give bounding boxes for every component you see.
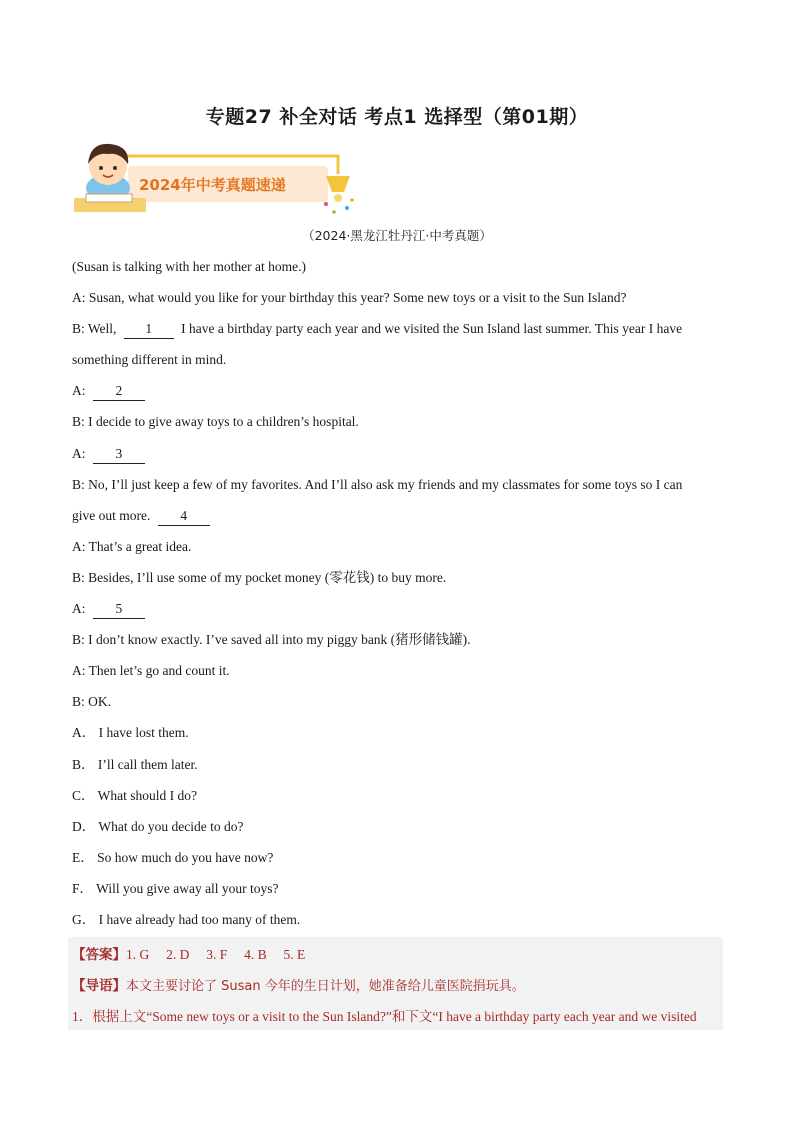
option-f: F． Will you give away all your toys?: [72, 880, 279, 896]
dialogue-line: A: That’s a great idea.: [72, 538, 192, 554]
dialogue-text: A:: [72, 445, 86, 461]
dialogue-line: B: I decide to give away toys to a children’s hospital.: [72, 414, 359, 430]
dialogue-line: [72, 379, 722, 410]
blank-1[interactable]: 1: [124, 320, 174, 339]
dialogue-text: B: Well,: [72, 321, 117, 337]
option-g: G． I have already had too many of them.: [72, 911, 301, 927]
dialogue-section: [72, 255, 722, 939]
dialogue-line: A: Then let’s go and count it.: [72, 663, 230, 679]
blank-2[interactable]: 2: [93, 382, 145, 401]
blank-4[interactable]: 4: [158, 507, 210, 526]
banner-text: 2024年中考真题速递: [139, 176, 286, 194]
dialogue-line: [72, 442, 722, 473]
dialogue-text: A:: [72, 601, 86, 617]
answer-text: 1. G 2. D 3. F 4. B 5. E: [126, 947, 306, 962]
dialogue-line: B: Besides, I’ll use some of my pocket money (零花钱) to buy more.: [72, 569, 447, 585]
dialogue-line: [72, 504, 722, 535]
page-title: 专题27 补全对话 考点1 选择型（第01期）: [205, 106, 589, 128]
dialogue-intro: (Susan is talking with her mother at home.): [72, 259, 306, 274]
explanation-line: 1．根据上文“Some new toys or a visit to the Sun Island?”和下文“I have a birthday party each year and we visited: [72, 1009, 697, 1024]
lamp-icon: [324, 176, 354, 214]
option-d: D． What do you decide to do?: [72, 818, 244, 834]
dialogue-text: I have a birthday party each year and we visited the Sun Island last summer. This year I have: [181, 321, 683, 337]
answer-section: [68, 937, 723, 1030]
source-citation: （2024·黑龙江牡丹江·中考真题）: [302, 228, 492, 243]
answer-tag: 【答案】: [72, 947, 126, 963]
dialogue-line: [72, 597, 722, 628]
answer-line: [72, 943, 305, 963]
dialogue-line: A: Susan, what would you like for your birthday this year? Some new toys or a visit to the Sun Island?: [72, 290, 627, 306]
dialogue-line: something different in mind.: [72, 352, 227, 368]
option-e: E． So how much do you have now?: [72, 849, 274, 865]
dialogue-line: B: OK.: [72, 694, 112, 710]
blank-3[interactable]: 3: [93, 445, 145, 464]
dialogue-line: [72, 317, 722, 348]
dialogue-text: give out more.: [72, 507, 151, 523]
guide-line: [72, 974, 525, 994]
blank-5[interactable]: 5: [93, 600, 145, 619]
banner-graphic: [72, 140, 357, 218]
option-c: C． What should I do?: [72, 787, 197, 803]
guide-tag: 【导语】: [72, 978, 126, 994]
dialogue-line: B: No, I’ll just keep a few of my favorites. And I’ll also ask my friends and my classmates for some toys so I can: [72, 476, 683, 492]
guide-text: 本文主要讨论了 Susan 今年的生日计划，她准备给儿童医院捐玩具。: [126, 979, 525, 994]
dialogue-line: B: I don’t know exactly. I’ve saved all into my piggy bank (猪形储钱罐).: [72, 632, 471, 648]
option-b: B． I’ll call them later.: [72, 756, 198, 772]
option-a: A． I have lost them.: [72, 725, 189, 741]
dialogue-text: A:: [72, 383, 86, 399]
